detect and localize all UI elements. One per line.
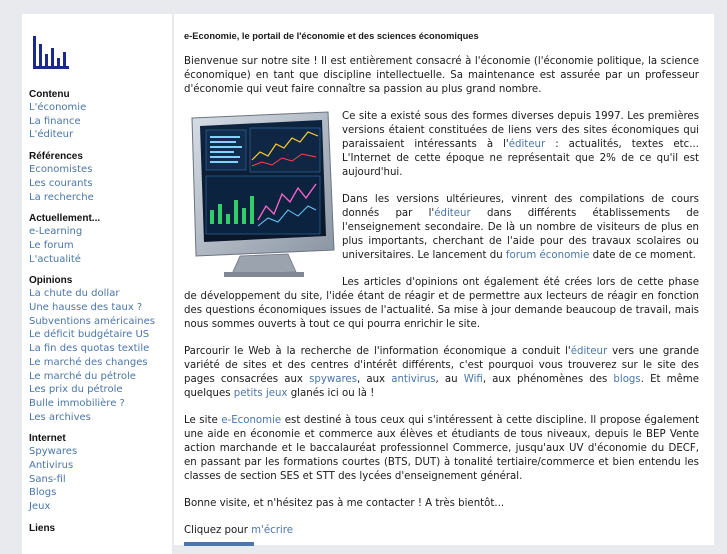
main-content [184, 30, 699, 551]
sidebar-section-title: Références [29, 151, 83, 163]
spywares-link[interactable]: spywares [309, 374, 357, 385]
sidebar-link-l-editeur[interactable]: L'éditeur [29, 129, 74, 141]
sidebar-section-title: Opinions [29, 275, 73, 287]
blogs-link[interactable]: blogs [613, 374, 641, 385]
sidebar-link-la-chute-du-dollar[interactable]: La chute du dollar [29, 288, 120, 300]
sidebar-link-les-prix-du-petrole[interactable]: Les prix du pétrole [29, 384, 123, 396]
web-paragraph: Parcourir le Web à la recherche de l'information économique a conduit l'éditeur vers une grande variété de sites et des centres d'intérêt différents, c'est pourquoi vous trouverez sur le site des pages consacrées aux spywares, aux antivirus, au Wifi, aux phénomènes des blogs. Et même quelques petits jeux glanés ici ou là ! [184, 346, 700, 399]
sidebar-link-une-hausse-des-taux[interactable]: Une hausse des taux ? [29, 302, 143, 314]
history-paragraph: Ce site a existé sous des formes diverses depuis 1997. Les premières versions étaient constituées de liens vers des sites économiques qui paraissaient intéressants à l'éditeur : actualités, textes etc... L'Internet de cette époque ne représentait que 2% de ce qu'il est aujourd'hui. [342, 111, 699, 178]
editeur-link[interactable]: éditeur [570, 346, 608, 357]
sidebar-link-l-economie[interactable]: L'économie [29, 102, 87, 113]
sidebar-section-title: Internet [29, 433, 66, 445]
bottom-badge[interactable] [184, 542, 254, 546]
page-title: e-Economie, le portail de l'économie et des sciences économiques [184, 31, 479, 41]
intro-paragraph: Bienvenue sur notre site ! Il est entièrement consacré à l'économie (l'économie politique, la science économique) en tant que discipline intellectuelle. Sa maintenance est assurée par un professeur d'économie qui veut faire connaître sa passion au plus grand nombre. [184, 56, 699, 95]
sidebar-link-la-fin-des-quotas-textile[interactable]: La fin des quotas textile [29, 343, 150, 355]
sidebar-section-title: Actuellement... [29, 213, 101, 225]
sidebar-nav [29, 88, 172, 535]
opinions-paragraph: Les articles d'opinions ont également été crées lors de cette phase de développement du site, l'idée étant de réagir et de permettre aux lecteurs de réagir en fonction des questions économiques issues de l'actualité. Sa mise à jour demande beaucoup de travail, mais nous sommes ouverts à tout ce qui pourra enrichir le site. [184, 277, 699, 330]
sidebar-link-antivirus[interactable]: Antivirus [29, 460, 74, 472]
sidebar-link-les-archives[interactable]: Les archives [29, 411, 91, 423]
sidebar-section-title: Contenu [29, 89, 70, 100]
e-economie-link[interactable]: e-Economie [221, 415, 282, 426]
sidebar-link-subventions-americaines[interactable]: Subventions américaines [29, 315, 156, 327]
bar-chart-logo-icon[interactable] [31, 34, 73, 74]
sidebar-link-les-courants[interactable]: Les courants [29, 177, 93, 189]
sidebar-section-title: Liens [29, 522, 56, 534]
sidebar [22, 14, 172, 554]
editeur-link[interactable]: éditeur [434, 208, 471, 219]
sidebar-link-le-forum[interactable]: Le forum [29, 239, 74, 251]
audience-paragraph: Le site e-Economie est destiné à tous ceux qui s'intéressent à cette discipline. Il propose également une aide en économie et commerce aux élèves et étudiants de tous niveaux, depuis le BEP Vente action marchande et le baccalauréat professionnel Commerce, jusqu'aux UV d'économie du DECF, en passant par les formations courtes (BTS, DUT) à tonalité tertiaire/commerce et bien entendu les classes de section SES et STT des lycées d'enseignement général. [184, 415, 699, 482]
sidebar-link-le-deficit-budgetaire-us[interactable]: Le déficit budgétaire US [29, 329, 150, 341]
sidebar-link-la-finance[interactable]: La finance [29, 115, 81, 127]
versions-paragraph: Dans les versions ultérieures, vinrent des compilations de cours donnés par l'éditeur dans différents établissements de l'enseignement secondaire. De là un nombre de visiteurs de plus en plus importants, cherchant de l'aide pour des travaux scolaires ou universitaires. Le lancement du forum économie date de ce moment. [342, 194, 699, 261]
contact-paragraph: Cliquez pour m'écrire [184, 525, 293, 536]
main-panel [174, 14, 714, 545]
sidebar-link-spywares[interactable]: Spywares [29, 446, 78, 458]
sidebar-link-sans-fil[interactable]: Sans-fil [29, 473, 66, 485]
computer-monitor-image [188, 110, 336, 280]
contact-link[interactable]: m'écrire [251, 525, 293, 536]
sidebar-link-bulle-immobiliere[interactable]: Bulle immobilière ? [29, 397, 125, 409]
antivirus-link[interactable]: antivirus [391, 374, 436, 385]
sidebar-link-la-recherche[interactable]: La recherche [29, 191, 94, 203]
sidebar-link-le-marche-du-petrole[interactable]: Le marché du pétrole [29, 370, 136, 382]
sidebar-link-le-marche-des-changes[interactable]: Le marché des changes [29, 356, 148, 368]
sidebar-link-jeux[interactable]: Jeux [29, 501, 51, 513]
petits-jeux-link[interactable]: petits jeux [233, 388, 288, 399]
sidebar-link-l-actualite[interactable]: L'actualité [29, 253, 81, 265]
wifi-link[interactable]: Wifi [463, 374, 483, 385]
sidebar-link-blogs[interactable]: Blogs [29, 487, 57, 499]
editeur-link[interactable]: éditeur [508, 139, 546, 150]
closing-paragraph: Bonne visite, et n'hésitez pas à me contacter ! A très bientôt... [184, 498, 505, 509]
sidebar-link-e-learning[interactable]: e-Learning [29, 226, 83, 238]
forum-economie-link[interactable]: forum économie [505, 250, 590, 261]
sidebar-link-economistes[interactable]: Economistes [29, 164, 93, 176]
